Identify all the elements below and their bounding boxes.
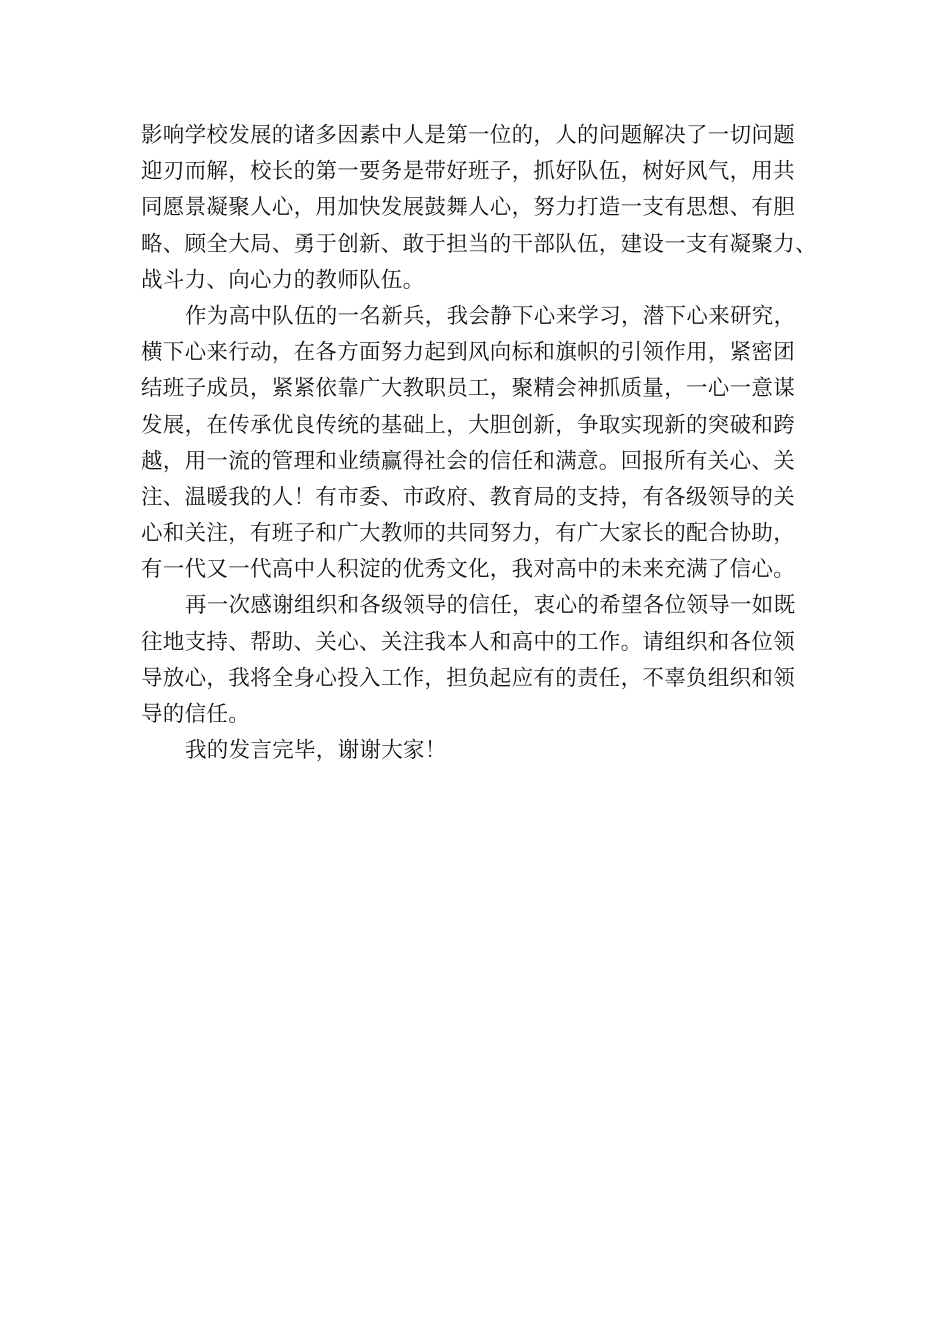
paragraph-1-line-5: 战斗力、向心力的教师队伍。 <box>141 267 425 293</box>
paragraph-3-line-1: 再一次感谢组织和各级领导的信任，衷心的希望各位领导一如既 <box>185 593 796 619</box>
paragraph-1-line-4: 略、顾全大局、勇于创新、敢于担当的干部队伍，建设一支有凝聚力、 <box>141 231 817 257</box>
paragraph-2-line-8: 有一代又一代高中人积淀的优秀文化，我对高中的未来充满了信心。 <box>141 557 796 583</box>
paragraph-3-line-3: 导放心，我将全身心投入工作，担负起应有的责任，不辜负组织和领 <box>141 665 796 691</box>
paragraph-2-line-2: 横下心来行动，在各方面努力起到风向标和旗帜的引领作用，紧密团 <box>141 340 796 366</box>
paragraph-1-line-1: 影响学校发展的诸多因素中人是第一位的，人的问题解决了一切问题 <box>141 123 796 148</box>
paragraph-2-line-4: 发展，在传承优良传统的基础上，大胆创新，争取实现新的突破和跨 <box>141 412 796 438</box>
paragraph-1-line-3: 同愿景凝聚人心，用加快发展鼓舞人心，努力打造一支有思想、有胆 <box>141 195 796 221</box>
body-text <box>141 118 831 769</box>
paragraph-4-line-1: 我的发言完毕，谢谢大家！ <box>185 738 447 764</box>
paragraph-2-line-6: 注、温暖我的人！有市委、市政府、教育局的支持，有各级领导的关 <box>141 484 796 510</box>
paragraph-3-line-4: 导的信任。 <box>141 702 251 727</box>
paragraph-2-line-7: 心和关注，有班子和广大教师的共同努力，有广大家长的配合协助， <box>141 521 796 547</box>
paragraph-2-line-1: 作为高中队伍的一名新兵，我会静下心来学习，潜下心来研究， <box>185 303 796 329</box>
paragraph-1-line-2: 迎刃而解，校长的第一要务是带好班子，抓好队伍，树好风气，用共 <box>141 159 796 185</box>
paragraph-3-line-2: 往地支持、帮助、关心、关注我本人和高中的工作。请组织和各位领 <box>141 629 796 655</box>
paragraph-2-line-3: 结班子成员，紧紧依靠广大教职员工，聚精会神抓质量，一心一意谋 <box>141 376 796 402</box>
paragraph-2-line-5: 越，用一流的管理和业绩赢得社会的信任和满意。回报所有关心、关 <box>141 448 796 474</box>
